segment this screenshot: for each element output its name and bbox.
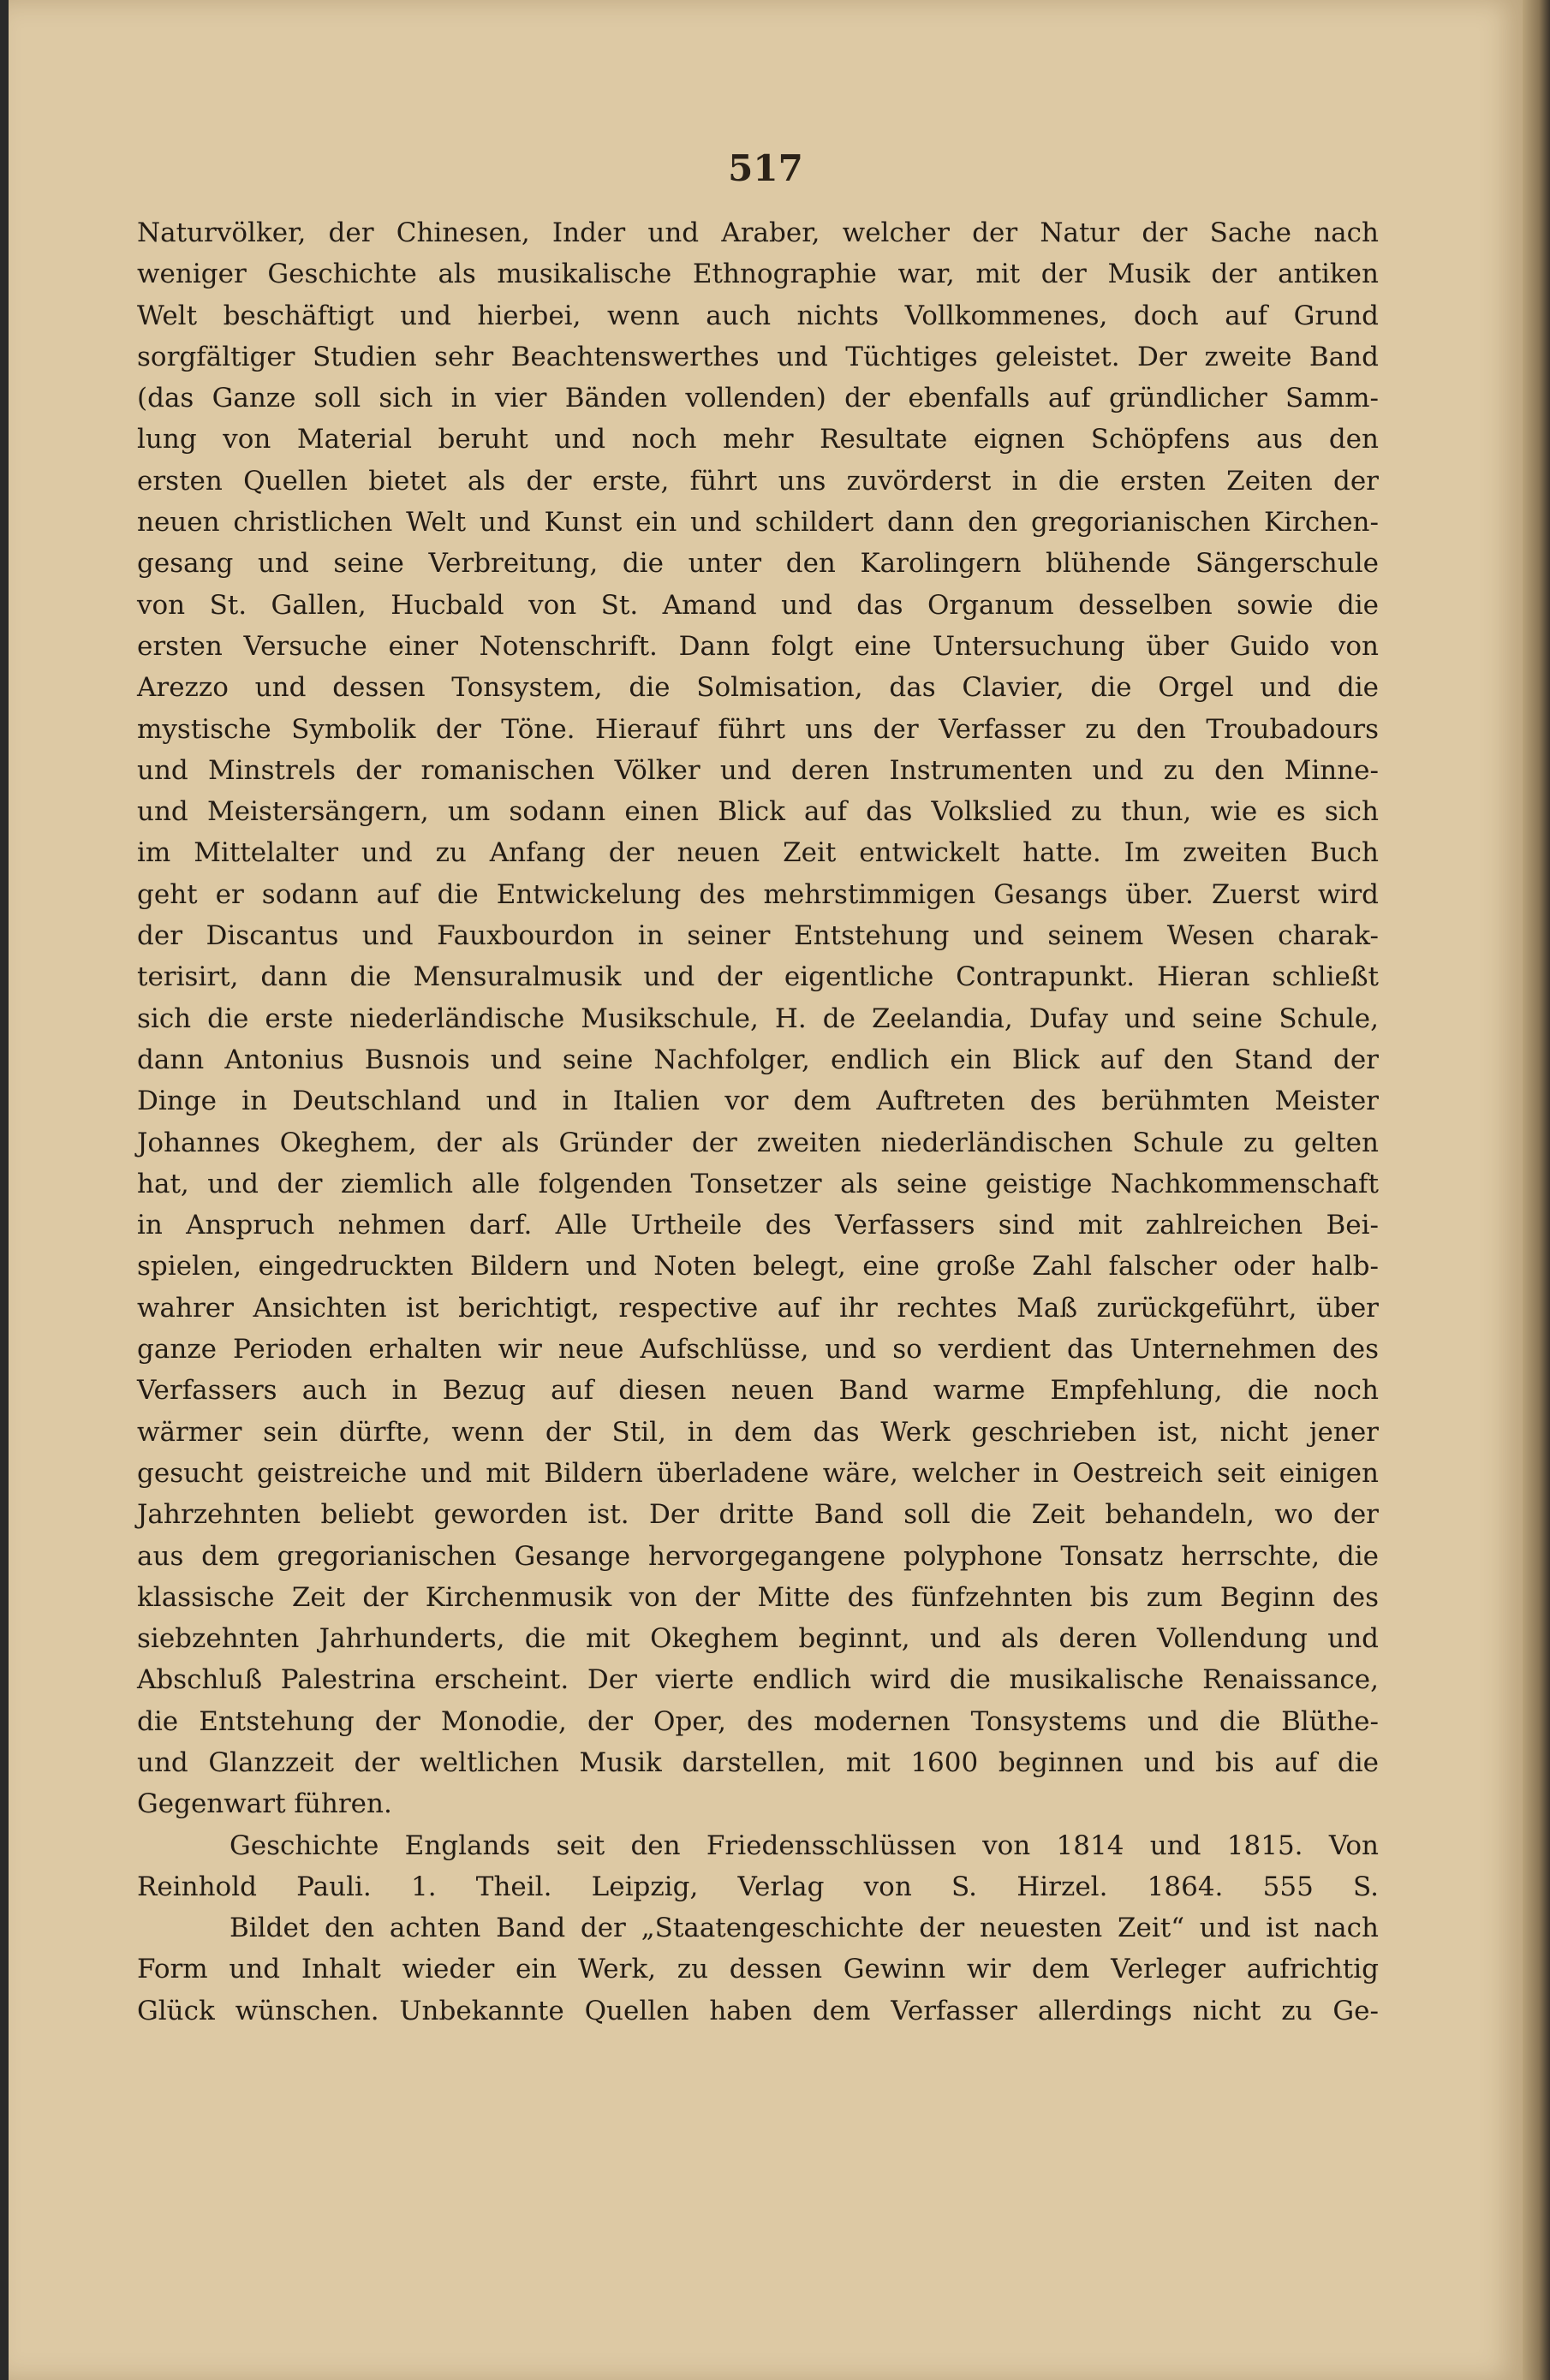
text-line: aus dem gregorianischen Gesange hervorgegangene polyphone Tonsatz herrschte, die [137,1540,1379,1572]
text-line: gesucht geistreiche und mit Bildern überladene wäre, welcher in Oestreich seit einigen [137,1457,1379,1489]
text-line: terisirt, dann die Mensuralmusik und der eigentliche Contrapunkt. Hieran schließt [137,961,1379,993]
text-line: Jahrzehnten beliebt geworden ist. Der dritte Band soll die Zeit behandeln, wo der [137,1499,1379,1531]
text-line: mystische Symbolik der Töne. Hierauf führt uns der Verfasser zu den Troubadours [137,713,1379,745]
text-line: (das Ganze soll sich in vier Bänden vollenden) der ebenfalls auf gründlicher Samm- [137,383,1379,414]
text-line: im Mittelalter und zu Anfang der neuen Zeit entwickelt hatte. Im zweiten Buch [137,837,1379,869]
text-line: geht er sodann auf die Entwickelung des mehrstimmigen Gesangs über. Zuerst wird [137,878,1379,910]
text-line: und Meistersängern, um sodann einen Blick auf das Volkslied zu thun, wie es sich [137,796,1379,828]
body-text [137,212,1379,2032]
text-line: wahrer Ansichten ist berichtigt, respective auf ihr rechtes Maß zurückgeführt, über [137,1292,1379,1324]
text-line: lung von Material beruht und noch mehr Resultate eignen Schöpfens aus den [137,424,1379,455]
text-line: Verfassers auch in Bezug auf diesen neuen Band warme Empfehlung, die noch [137,1375,1379,1407]
text-line: ersten Versuche einer Notenschrift. Dann folgt eine Untersuchung über Guido von [137,630,1379,662]
text-line: Johannes Okeghem, der als Gründer der zweiten niederländischen Schule zu gelten [137,1127,1379,1158]
text-line: Naturvölker, der Chinesen, Inder und Araber, welcher der Natur der Sache nach [137,217,1379,248]
text-line: ersten Quellen bietet als der erste, führt uns zuvörderst in die ersten Zeiten der [137,465,1379,497]
text-line: gesang und seine Verbreitung, die unter den Karolingern blühende Sängerschule [137,548,1379,580]
text-line: Arezzo und dessen Tonsystem, die Solmisation, das Clavier, die Orgel und die [137,672,1379,704]
text-line: Reinhold Pauli. 1. Theil. Leipzig, Verlag von S. Hirzel. 1864. 555 S. [137,1871,1379,1902]
text-line: sich die erste niederländische Musikschule, H. de Zeelandia, Dufay und seine Schule, [137,1003,1379,1034]
book-page [9,0,1523,2380]
text-line: hat, und der ziemlich alle folgenden Tonsetzer als seine geistige Nachkommenschaft [137,1168,1379,1199]
text-line: in Anspruch nehmen darf. Alle Urtheile des Verfassers sind mit zahlreichen Bei- [137,1210,1379,1241]
text-line: wärmer sein dürfte, wenn der Stil, in dem das Werk geschrieben ist, nicht jener [137,1416,1379,1448]
text-line: Welt beschäftigt und hierbei, wenn auch nichts Vollkommenes, doch auf Grund [137,300,1379,331]
text-line: die Entstehung der Monodie, der Oper, des modernen Tonsystems und die Blüthe- [137,1705,1379,1737]
text-line: Abschluß Palestrina erscheint. Der vierte endlich wird die musikalische Renaissance, [137,1664,1379,1696]
text-line: spielen, eingedruckten Bildern und Noten belegt, eine große Zahl falscher oder halb- [137,1251,1379,1282]
text-line: Form und Inhalt wieder ein Werk, zu dessen Gewinn wir dem Verleger aufrichtig [137,1954,1379,1985]
text-line: sorgfältiger Studien sehr Beachtenswerthes und Tüchtiges geleistet. Der zweite Band [137,341,1379,372]
page-edge [1523,0,1550,2380]
page-number: 517 [728,147,803,189]
text-line: Bildet den achten Band der „Staatengeschichte der neuesten Zeit“ und ist nach [230,1913,1379,1944]
text-line: der Discantus und Fauxbourdon in seiner Entstehung und seinem Wesen charak- [137,920,1379,952]
text-line: klassische Zeit der Kirchenmusik von der Mitte des fünfzehnten bis zum Beginn des [137,1581,1379,1613]
text-line: weniger Geschichte als musikalische Ethnographie war, mit der Musik der antiken [137,259,1379,290]
text-line: siebzehnten Jahrhunderts, die mit Okeghem beginnt, und als deren Vollendung und [137,1623,1379,1655]
text-line: Dinge in Deutschland und in Italien vor dem Auftreten des berühmten Meister [137,1086,1379,1117]
text-line: dann Antonius Busnois und seine Nachfolger, endlich ein Blick auf den Stand der [137,1044,1379,1075]
text-line: ganze Perioden erhalten wir neue Aufschlüsse, und so verdient das Unternehmen des [137,1334,1379,1366]
text-line: Geschichte Englands seit den Friedensschlüssen von 1814 und 1815. Von [230,1830,1379,1861]
text-line: und Minstrels der romanischen Völker und deren Instrumenten und zu den Minne- [137,754,1379,786]
text-line: von St. Gallen, Hucbald von St. Amand und das Organum desselben sowie die [137,589,1379,621]
text-line: neuen christlichen Welt und Kunst ein und schildert dann den gregorianischen Kirchen- [137,507,1379,538]
text-line: Glück wünschen. Unbekannte Quellen haben dem Verfasser allerdings nicht zu Ge- [137,1995,1379,2026]
text-line: und Glanzzeit der weltlichen Musik darstellen, mit 1600 beginnen und bis auf die [137,1746,1379,1778]
text-line: Gegenwart führen. [137,1788,392,1820]
